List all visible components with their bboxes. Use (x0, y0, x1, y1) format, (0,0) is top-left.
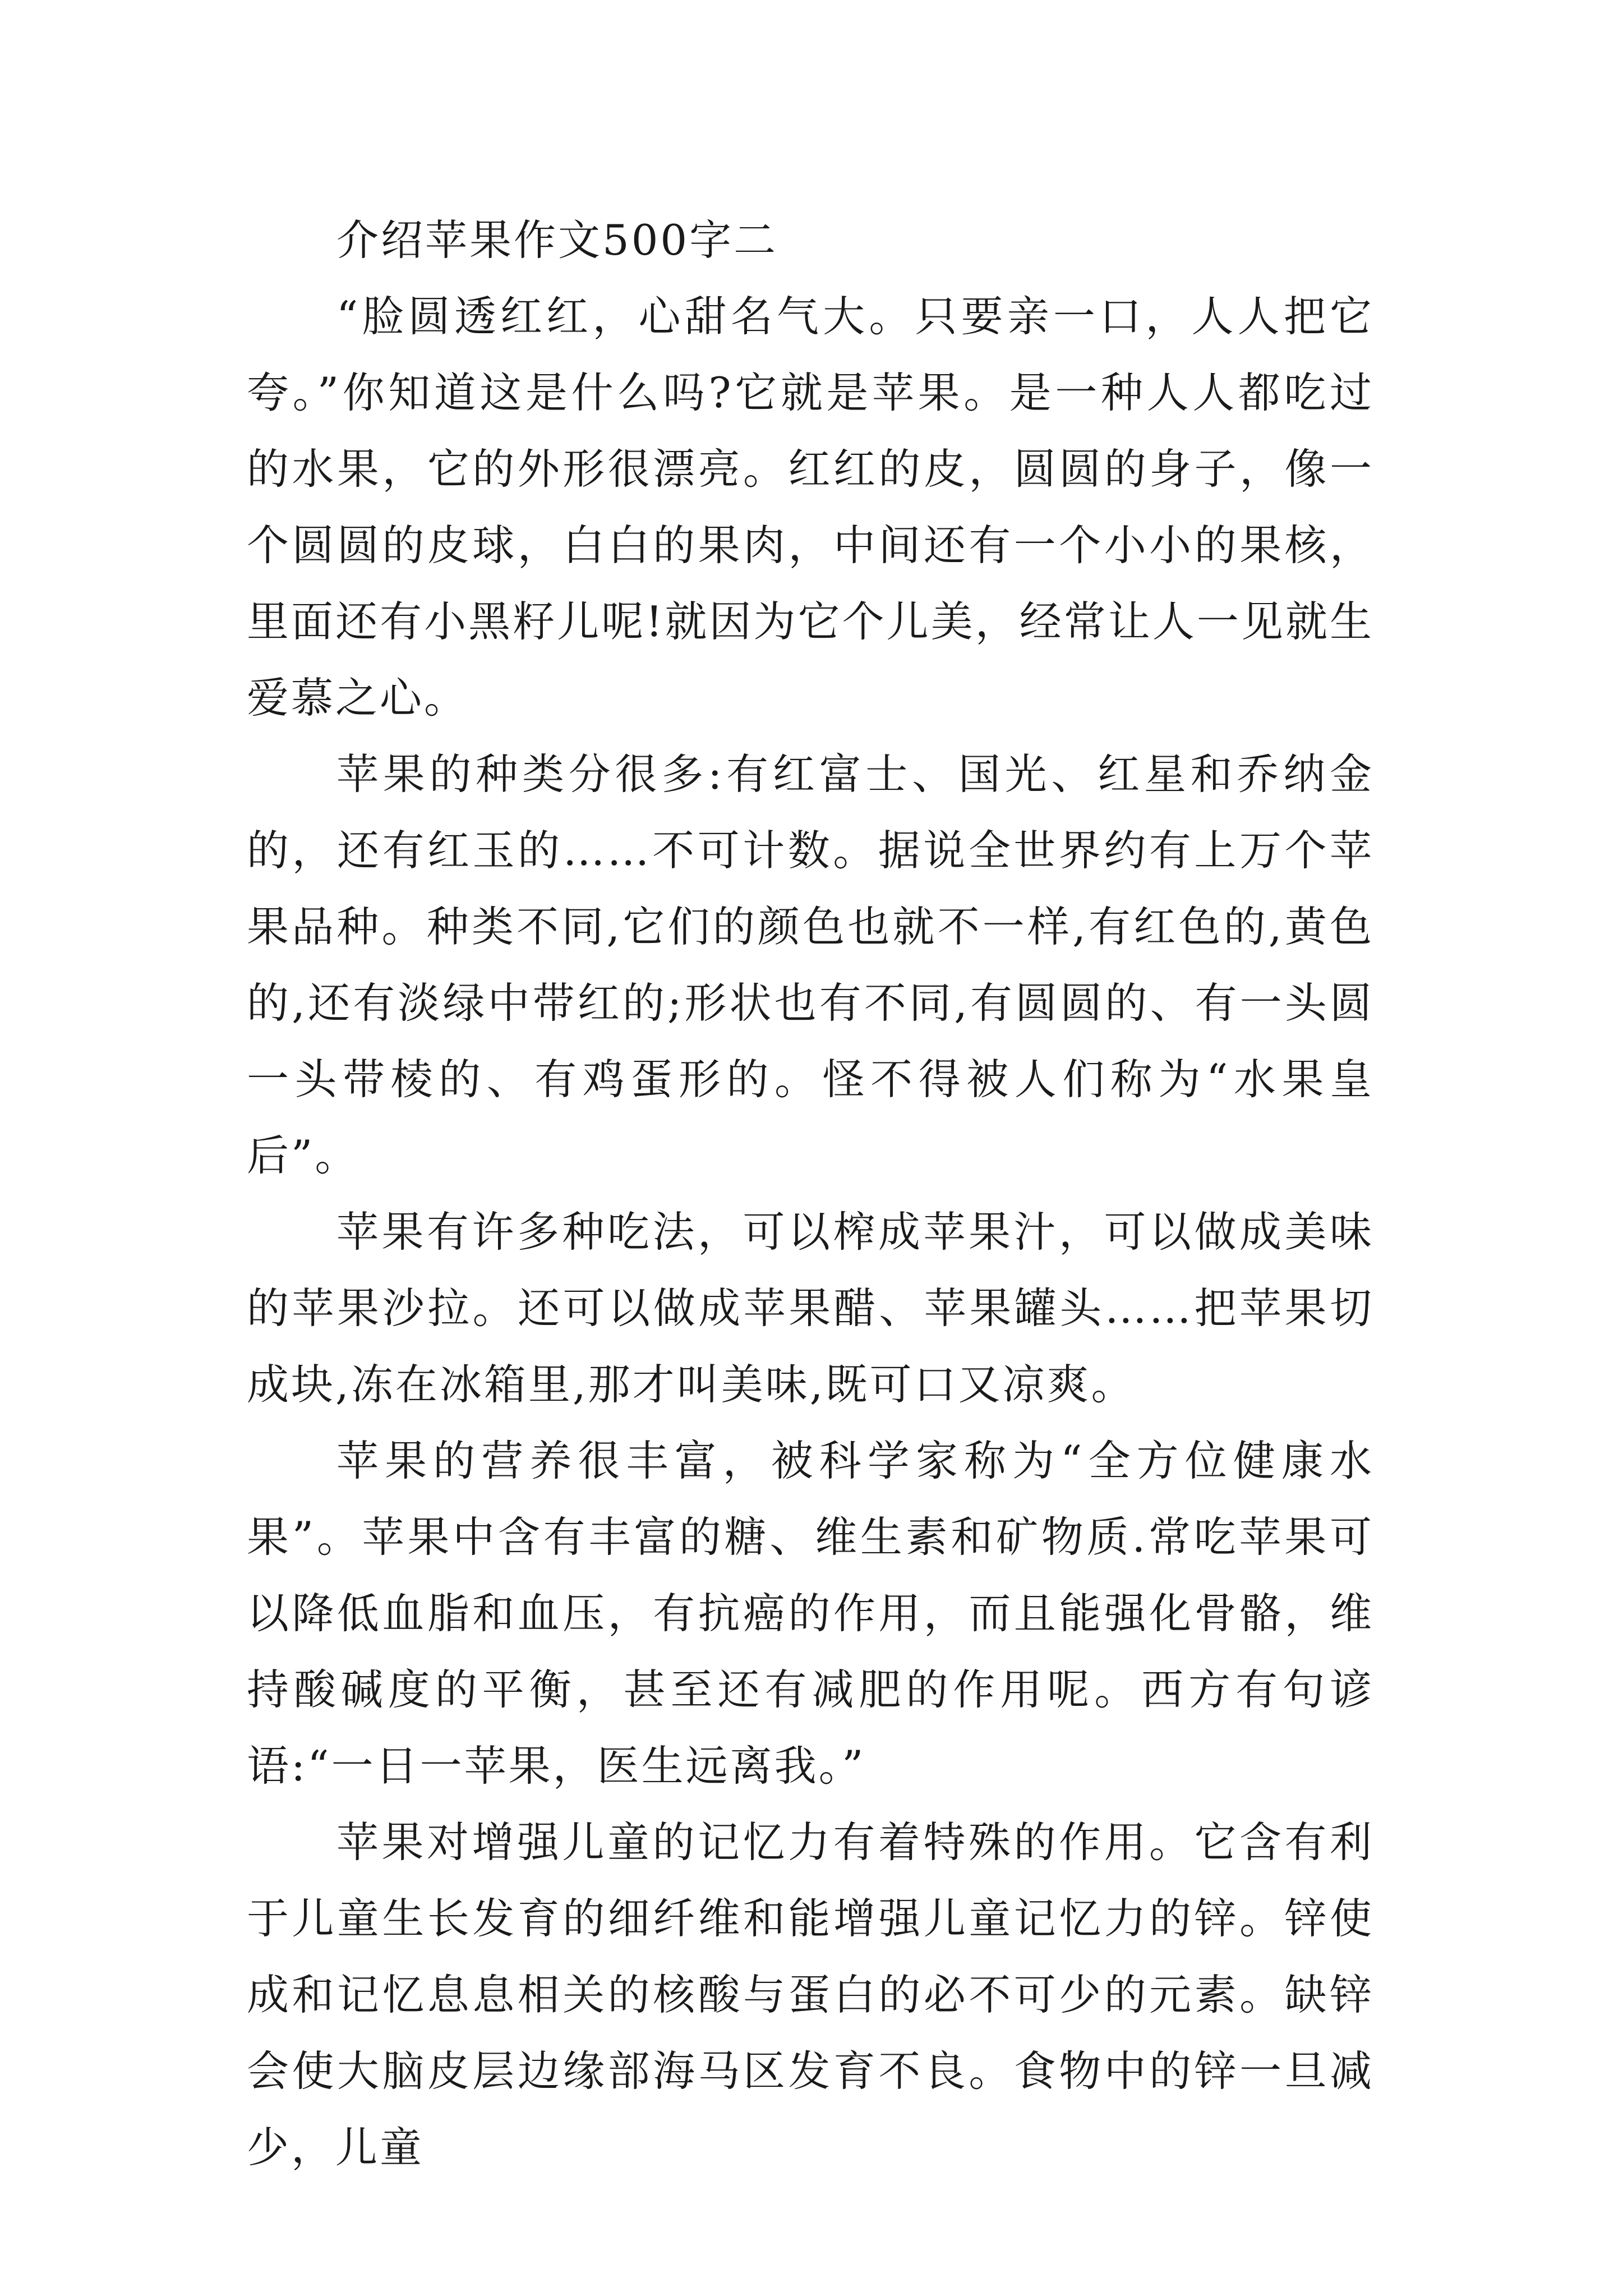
document-title: 介绍苹果作文500字二 (336, 215, 778, 265)
paragraph-nutrition: 苹果的营养很丰富，被科学家称为“全方位健康水果”。苹果中含有丰富的糖、维生素和矿物质.常吃苹果可以降低血脂和血压，有抗癌的作用，而且能强化骨骼，维持酸碱度的平衡，甚至还有减肥的作用呢。西方有句谚语:“一日一苹果，医生远离我。” (247, 1436, 1374, 1791)
paragraph-varieties: 苹果的种类分很多:有红富士、国光、红星和乔纳金的，还有红玉的……不可计数。据说全世界约有上万个苹果品种。种类不同,它们的颜色也就不一样,有红色的,黄色的,还有淡绿中带红的;形状也有不同,有圆圆的、有一头圆一头带棱的、有鸡蛋形的。怪不得被人们称为“水果皇后”。 (247, 749, 1374, 1180)
paragraph-intro: “脸圆透红红，心甜名气大。只要亲一口，人人把它夸。”你知道这是什么吗?它就是苹果。是一种人人都吃过的水果，它的外形很漂亮。红红的皮，圆圆的身子，像一个圆圆的皮球，白白的果肉，中间还有一个小小的果核，里面还有小黑籽儿呢!就因为它个儿美，经常让人一见就生爱慕之心。 (247, 292, 1374, 723)
document-body (247, 202, 1374, 2185)
paragraph-ways-to-eat: 苹果有许多种吃法，可以榨成苹果汁，可以做成美味的苹果沙拉。还可以做成苹果醋、苹果罐头……把苹果切成块,冻在冰箱里,那才叫美味,既可口又凉爽。 (247, 1207, 1374, 1409)
paragraph-memory: 苹果对增强儿童的记忆力有着特殊的作用。它含有利于儿童生长发育的细纤维和能增强儿童记忆力的锌。锌使成和记忆息息相关的核酸与蛋白的必不可少的元素。缺锌会使大脑皮层边缘部海马区发育不良。食物中的锌一旦减少，儿童 (247, 1818, 1374, 2172)
